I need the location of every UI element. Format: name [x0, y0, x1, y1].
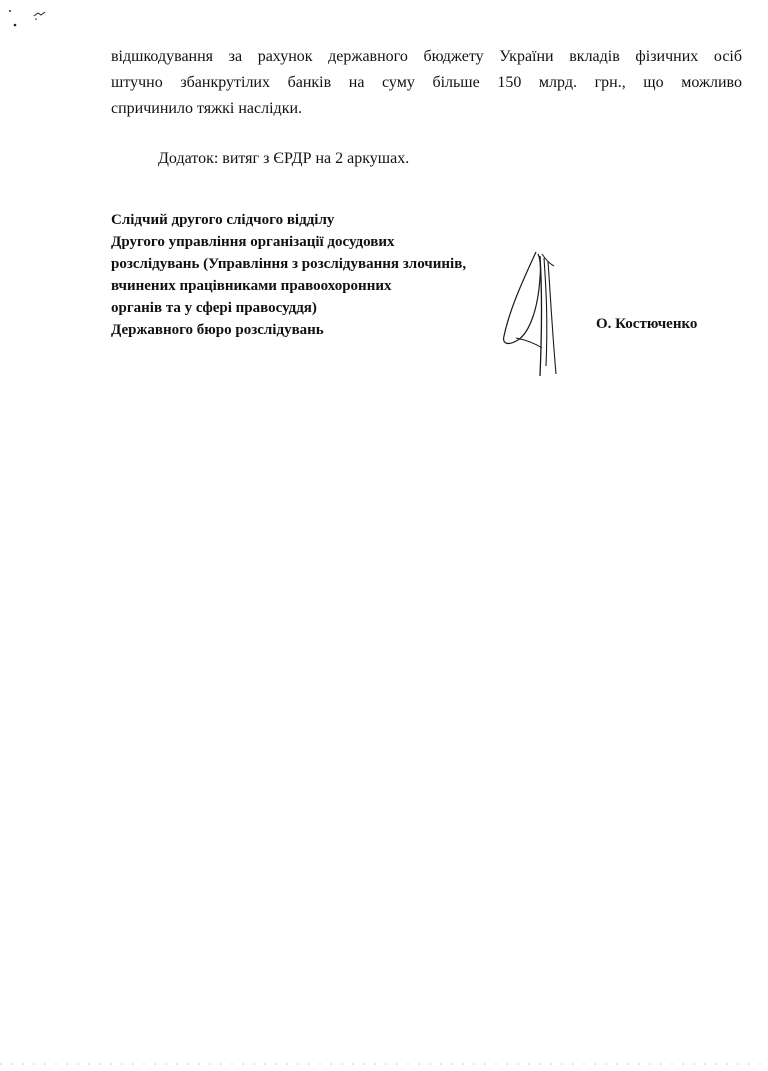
signatory-title-line: розслідувань (Управління з розслідування злочинів,: [111, 256, 467, 272]
signatory-title-line: органів та у сфері правосуддя): [111, 300, 317, 316]
signatory-title-line: Державного бюро розслідувань: [111, 322, 324, 338]
body-line: спричинило тяжкі наслідки.: [111, 100, 303, 117]
body-line: відшкодування за рахунок державного бюджету України вкладів фізичних осіб: [111, 48, 742, 65]
signatory-name: О. Костюченко: [596, 316, 698, 332]
handwritten-signature-icon: [496, 248, 568, 378]
signatory-title-line: Слідчий другого слідчого відділу: [111, 212, 335, 228]
body-line: штучно збанкрутілих банків на суму більше 150 млрд. грн., що можливо: [111, 74, 742, 91]
signatory-title-line: вчинених працівниками правоохоронних: [111, 278, 392, 294]
scan-specks-icon: [6, 8, 56, 32]
signatory-title: [111, 209, 466, 341]
signatory-title-line: Другого управління організації досудових: [111, 234, 395, 250]
scan-edge-noise: [0, 1062, 768, 1066]
appendix-note: Додаток: витяг з ЄРДР на 2 аркушах.: [158, 150, 410, 167]
body-paragraph: [111, 44, 742, 122]
